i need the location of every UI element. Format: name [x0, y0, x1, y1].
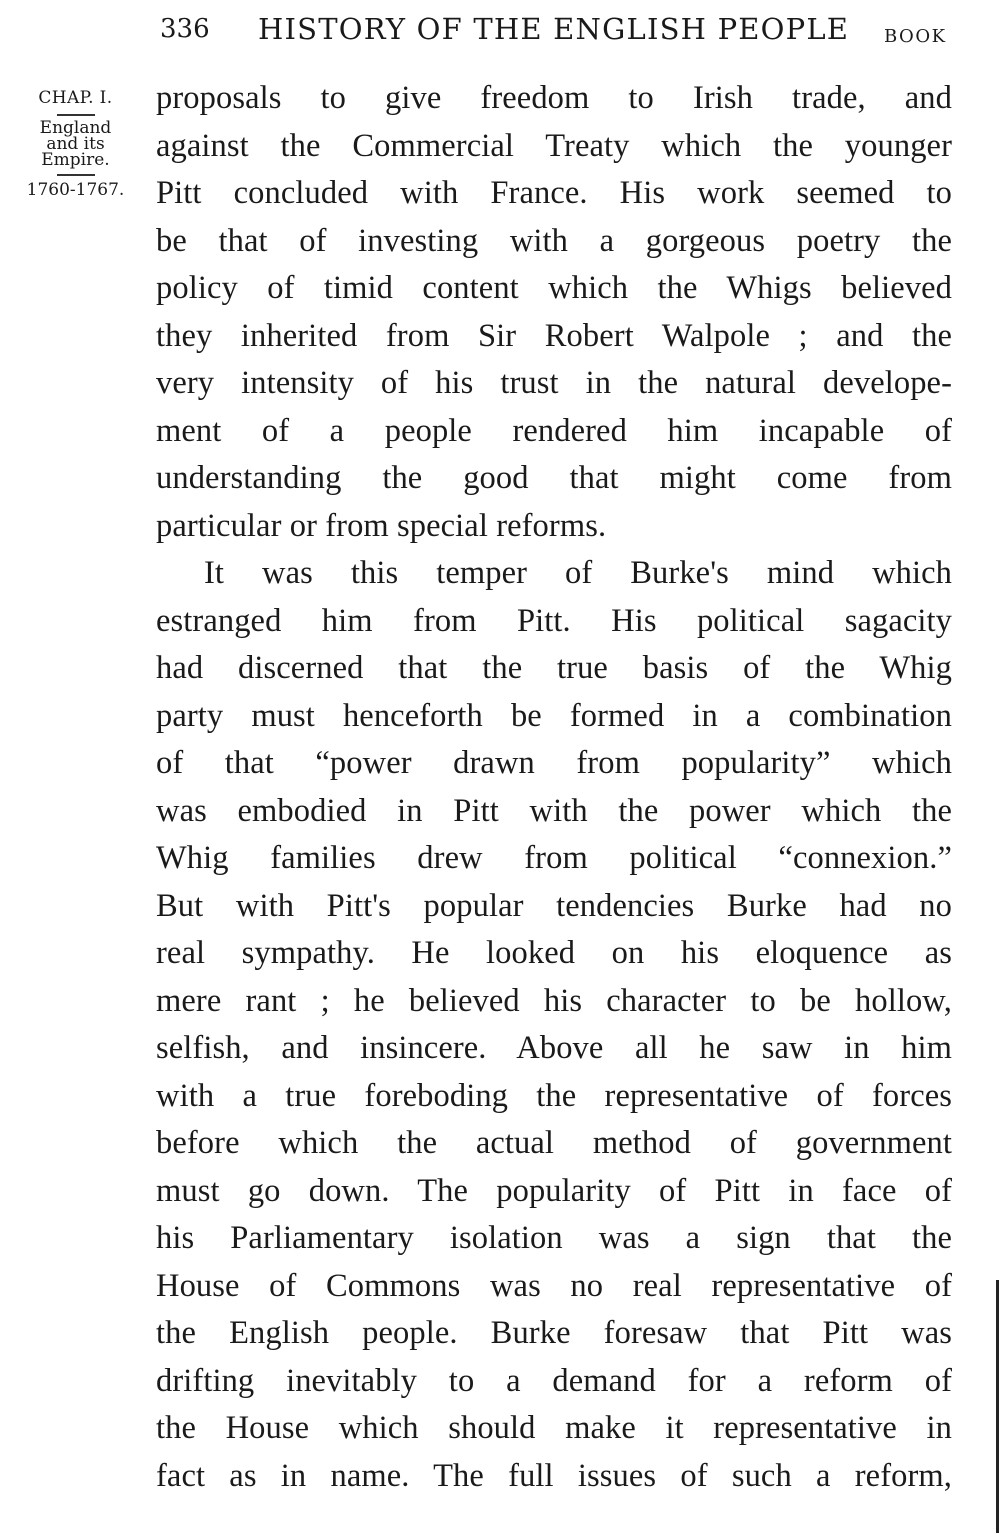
text-line: House of Commons was no real representative of: [156, 1267, 952, 1304]
text-line: the English people. Burke foresaw that Pitt was: [156, 1315, 952, 1351]
text-line: estranged him from Pitt. His political sagacity: [156, 602, 952, 639]
text-line: ment of a people rendered him incapable of: [156, 412, 952, 449]
text-line: of that “power drawn from popularity” which: [156, 745, 952, 781]
page-number: 336: [160, 14, 210, 44]
text-line: drifting inevitably to a demand for a reform of: [156, 1362, 952, 1399]
year-range: 1760-1767.: [26, 180, 125, 200]
margin-rule: [57, 174, 95, 176]
text-line: understanding the good that might come from: [156, 460, 952, 496]
margin-notes: [18, 88, 133, 200]
text-line: Whig families drew from political “connexion.”: [156, 840, 952, 876]
paragraph: [156, 550, 952, 1500]
text-line: particular or from special reforms.: [156, 507, 607, 544]
margin-rule: [57, 114, 95, 116]
topic-line: and its: [46, 134, 105, 154]
topic-note: [18, 120, 133, 168]
text-line: very intensity of his trust in the natural develope-: [156, 365, 952, 401]
body-text: [156, 75, 952, 1500]
text-line: party must henceforth be formed in a combination: [156, 697, 952, 734]
text-line: must go down. The popularity of Pitt in face of: [156, 1172, 952, 1209]
page-header: [0, 8, 1000, 48]
paragraph: [156, 75, 952, 550]
text-line: they inherited from Sir Robert Walpole ; and the: [156, 317, 952, 354]
topic-line: England: [39, 118, 112, 138]
text-line: before which the actual method of government: [156, 1125, 952, 1161]
text-line: proposals to give freedom to Irish trade, and: [156, 80, 952, 116]
text-line: real sympathy. He looked on his eloquence as: [156, 935, 952, 971]
text-line: fact as in name. The full issues of such a reform,: [156, 1457, 952, 1494]
text-line: his Parliamentary isolation was a sign that the: [156, 1220, 952, 1256]
running-title: HISTORY OF THE ENGLISH PEOPLE: [258, 12, 850, 46]
text-line: be that of investing with a gorgeous poetry the: [156, 222, 952, 259]
text-line: Pitt concluded with France. His work seemed to: [156, 175, 952, 211]
page-edge-bar: [996, 1280, 999, 1533]
text-line: had discerned that the true basis of the Whig: [156, 650, 952, 686]
chapter-label: CHAP. I.: [38, 88, 113, 108]
text-line: against the Commercial Treaty which the younger: [156, 127, 952, 164]
text-line: policy of timid content which the Whigs believed: [156, 270, 952, 306]
text-line: It was this temper of Burke's mind which: [204, 555, 952, 591]
text-line: was embodied in Pitt with the power which the: [156, 792, 952, 829]
text-line: the House which should make it representative in: [156, 1410, 952, 1446]
text-line: mere rant ; he believed his character to be hollow,: [156, 982, 952, 1019]
text-line: selfish, and insincere. Above all he saw in him: [156, 1030, 952, 1066]
text-line: But with Pitt's popular tendencies Burke had no: [156, 887, 952, 924]
book-label: BOOK: [884, 26, 947, 47]
text-line: with a true foreboding the representative of forces: [156, 1077, 952, 1114]
topic-line: Empire.: [41, 150, 110, 170]
